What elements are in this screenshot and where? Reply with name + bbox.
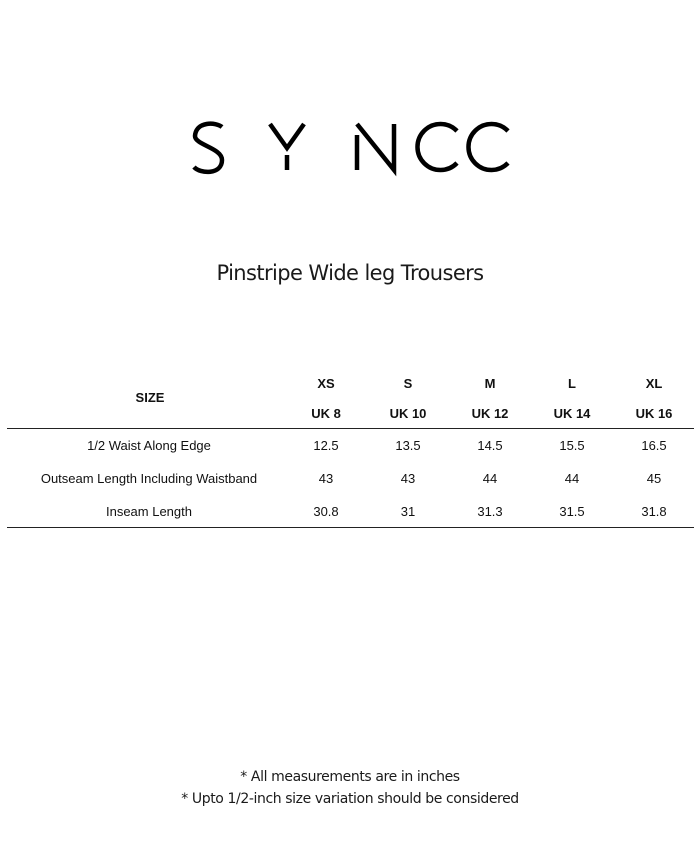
table-cell: 14.5 <box>477 438 503 453</box>
product-title: Pinstripe Wide leg Trousers <box>216 261 484 285</box>
table-cell: 30.8 <box>313 504 339 519</box>
table-cell: 31 <box>400 504 416 519</box>
size-column-header: SIZE <box>135 390 165 405</box>
table-cell: 15.5 <box>559 438 585 453</box>
table-cell: 31.5 <box>559 504 585 519</box>
size-label-xl: XL <box>645 376 663 391</box>
table-cell: 44 <box>482 471 498 486</box>
row-label-waist: 1/2 Waist Along Edge <box>87 438 211 453</box>
size-label-xs: XS <box>317 376 335 391</box>
uk-size-12: UK 12 <box>471 406 509 421</box>
logo-letter-c1 <box>417 124 457 170</box>
syncc-logo <box>0 111 700 181</box>
row-label-inseam: Inseam Length <box>105 504 192 519</box>
header-divider <box>7 428 694 429</box>
table-bottom-divider <box>7 527 694 528</box>
logo-letter-s <box>194 124 222 172</box>
table-cell: 31.3 <box>477 504 503 519</box>
logo-letter-y <box>270 124 304 170</box>
uk-size-8: UK 8 <box>311 406 341 421</box>
size-chart-table <box>7 366 694 529</box>
table-cell: 16.5 <box>641 438 667 453</box>
table-cell: 43 <box>318 471 334 486</box>
measurement-note: * All measurements are in inches <box>240 769 460 785</box>
logo-letter-n <box>357 124 394 170</box>
size-label-s: S <box>403 376 413 391</box>
table-cell: 45 <box>646 471 662 486</box>
uk-size-16: UK 16 <box>635 406 673 421</box>
uk-size-14: UK 14 <box>553 406 591 421</box>
row-label-outseam: Outseam Length Including Waistband <box>40 471 258 486</box>
variation-note: * Upto 1/2-inch size variation should be considered <box>181 791 519 807</box>
uk-size-10: UK 10 <box>389 406 427 421</box>
size-label-l: L <box>568 376 576 391</box>
table-cell: 31.8 <box>641 504 667 519</box>
logo-letter-c2 <box>468 124 508 170</box>
table-cell: 12.5 <box>313 438 339 453</box>
table-cell: 43 <box>400 471 416 486</box>
table-cell: 13.5 <box>395 438 421 453</box>
table-cell: 44 <box>564 471 580 486</box>
size-label-m: M <box>484 376 496 391</box>
